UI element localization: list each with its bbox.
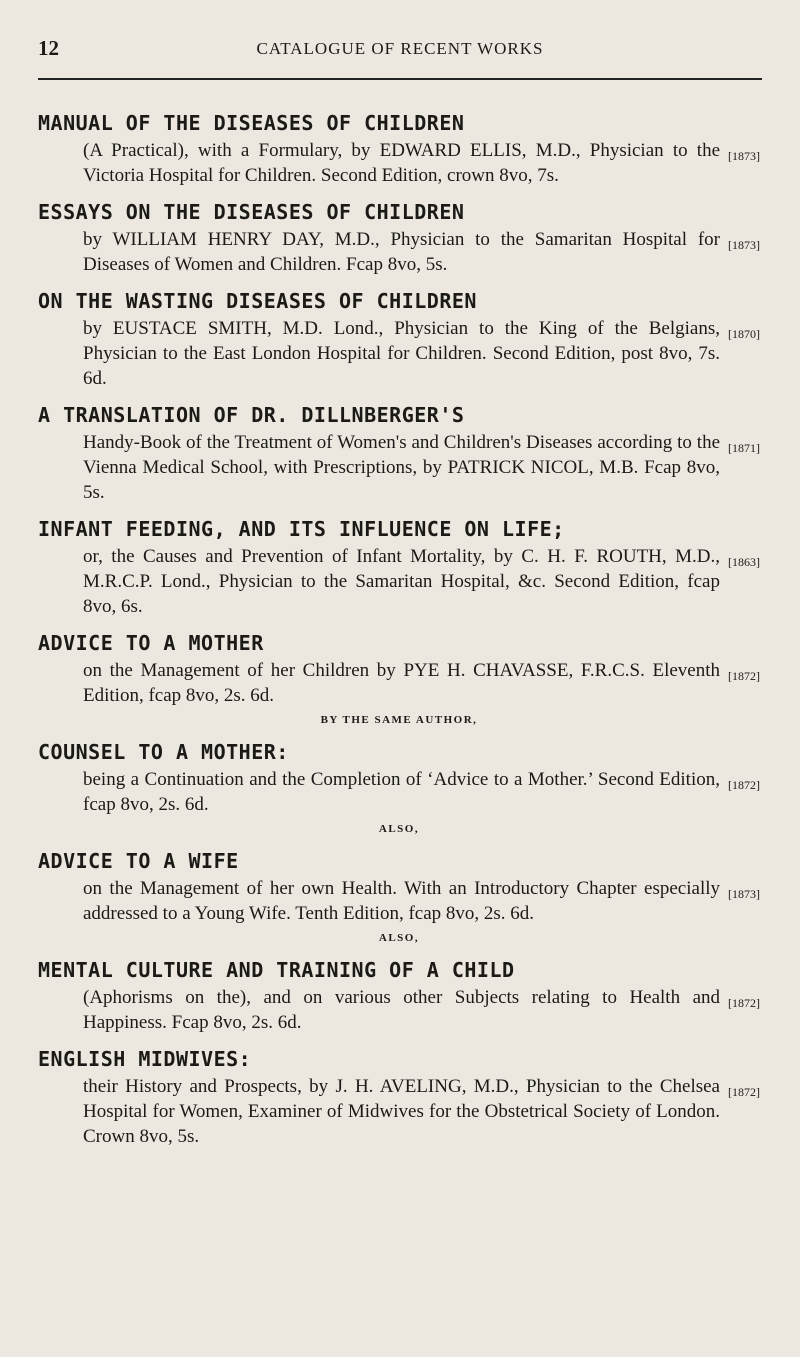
- entry-year: [1871]: [728, 441, 760, 455]
- entry-title: ENGLISH MIDWIVES:: [38, 1047, 252, 1071]
- entry-description-text: (A Practical), with a Formulary, by EDWARD ELLIS, M.D., Physician to the Victoria Hospital for Children. Second Edition, crown 8vo, 7s.: [83, 140, 720, 186]
- entry-description: [38, 316, 760, 391]
- section-separator: ALSO,: [378, 823, 420, 835]
- entry-year: [1872]: [728, 778, 760, 792]
- entry-description: [38, 1074, 760, 1149]
- catalogue-entry: [38, 1044, 760, 1149]
- entry-year: [1872]: [728, 669, 760, 683]
- entry-title: INFANT FEEDING, AND ITS INFLUENCE ON LIFE;: [38, 517, 565, 541]
- catalogue-entry: [38, 197, 760, 277]
- entry-year: [1870]: [728, 327, 760, 341]
- entry-title: ADVICE TO A MOTHER: [38, 631, 264, 655]
- entry-description-text: by EUSTACE SMITH, M.D. Lond., Physician to the King of the Belgians, Physician to the East London Hospital for Children. Second Edition, post 8vo, 7s. 6d.: [83, 318, 720, 389]
- entry-title: ESSAYS ON THE DISEASES OF CHILDREN: [38, 200, 465, 224]
- catalogue-entry: [38, 628, 760, 728]
- entry-description: [38, 876, 760, 926]
- entry-title: MENTAL CULTURE AND TRAINING OF A CHILD: [38, 958, 515, 982]
- section-separator: BY THE SAME AUTHOR,: [320, 714, 478, 726]
- entry-description-text: being a Continuation and the Completion of ‘Advice to a Mother.’ Second Edition, fcap 8vo, 2s. 6d.: [83, 769, 720, 815]
- entry-description-text: (Aphorisms on the), and on various other Subjects relating to Health and Happiness. Fcap 8vo, 2s. 6d.: [83, 987, 720, 1033]
- catalogue-entry: [38, 846, 760, 946]
- catalogue-entry: [38, 955, 760, 1035]
- entry-description-text: or, the Causes and Prevention of Infant Mortality, by C. H. F. ROUTH, M.D., M.R.C.P. Lond., Physician to the Samaritan Hospital, &c. Second Edition, fcap 8vo, 6s.: [83, 546, 720, 617]
- entry-year: [1873]: [728, 238, 760, 252]
- entry-title: A TRANSLATION OF DR. DILLNBERGER'S: [38, 403, 465, 427]
- header-rule: [38, 78, 762, 80]
- catalogue-entries: [38, 108, 760, 1158]
- entry-title: ADVICE TO A WIFE: [38, 849, 239, 873]
- entry-description-text: their History and Prospects, by J. H. AVELING, M.D., Physician to the Chelsea Hospital for Women, Examiner of Midwives for the Obstetrical Society of London. Crown 8vo, 5s.: [83, 1076, 720, 1147]
- catalogue-entry: [38, 400, 760, 505]
- entry-year: [1873]: [728, 887, 760, 901]
- entry-description-text: Handy-Book of the Treatment of Women's and Children's Diseases according to the Vienna Medical School, with Prescriptions, by PATRICK NICOL, M.B. Fcap 8vo, 5s.: [83, 432, 720, 503]
- entry-title: ON THE WASTING DISEASES OF CHILDREN: [38, 289, 477, 313]
- entry-year: [1872]: [728, 1085, 760, 1099]
- entry-title: MANUAL OF THE DISEASES OF CHILDREN: [38, 111, 465, 135]
- catalogue-entry: [38, 514, 760, 619]
- catalogue-entry: [38, 286, 760, 391]
- entry-year: [1863]: [728, 555, 760, 569]
- page-number: 12: [38, 36, 59, 60]
- running-title: CATALOGUE OF RECENT WORKS: [256, 39, 544, 58]
- entry-description: [38, 767, 760, 817]
- entry-description: [38, 658, 760, 708]
- entry-description: [38, 544, 760, 619]
- entry-description-text: by WILLIAM HENRY DAY, M.D., Physician to the Samaritan Hospital for Diseases of Women and Children. Fcap 8vo, 5s.: [83, 229, 720, 275]
- page-header: [38, 36, 762, 62]
- entry-year: [1872]: [728, 996, 760, 1010]
- entry-description: [38, 227, 760, 277]
- entry-description: [38, 430, 760, 505]
- entry-description: [38, 138, 760, 188]
- entry-title: COUNSEL TO A MOTHER:: [38, 740, 289, 764]
- section-separator: ALSO,: [378, 932, 420, 944]
- entry-year: [1873]: [728, 149, 760, 163]
- entry-description-text: on the Management of her Children by PYE H. CHAVASSE, F.R.C.S. Eleventh Edition, fcap 8vo, 2s. 6d.: [83, 660, 720, 706]
- catalogue-entry: [38, 737, 760, 837]
- catalogue-entry: [38, 108, 760, 188]
- entry-description-text: on the Management of her own Health. With an Introductory Chapter especially addressed to a Young Wife. Tenth Edition, fcap 8vo, 2s. 6d.: [83, 878, 720, 924]
- entry-description: [38, 985, 760, 1035]
